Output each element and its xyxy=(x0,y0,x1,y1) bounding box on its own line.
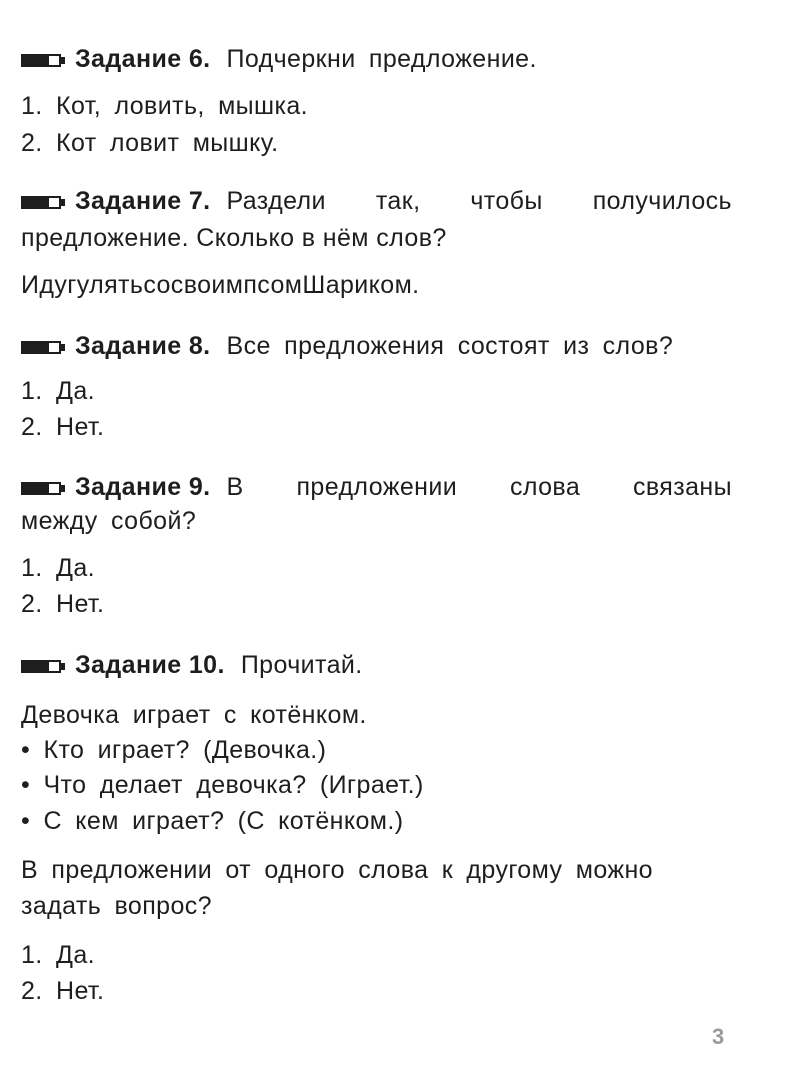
task-7-sentence: ИдугулятьсосвоимпсомШариком. xyxy=(21,271,420,299)
task-6-text: Подчеркни предложение. xyxy=(226,45,537,73)
word: В xyxy=(226,473,244,501)
task-10-sentence: Девочка играет с котёнком. xyxy=(21,701,367,729)
battery-marker-icon xyxy=(21,660,65,673)
word: предложении xyxy=(296,473,458,501)
task-8-heading xyxy=(21,329,732,363)
task-6-option-1: 1. Кот, ловить, мышка. xyxy=(21,92,309,120)
task-7-heading xyxy=(21,184,732,218)
task-10-text: Прочитай. xyxy=(240,651,363,679)
task-6-heading xyxy=(21,42,732,76)
task-10-label: Задание 10. xyxy=(75,651,225,679)
task-10-question-line2: задать вопрос? xyxy=(21,892,212,920)
task-6-label: Задание 6. xyxy=(75,45,211,73)
word: получилось xyxy=(592,187,732,215)
task-10-bullet-3: • С кем играет? (С котёнком.) xyxy=(21,807,404,835)
task-8-label: Задание 8. xyxy=(75,332,211,360)
task-10-question-line1: В предложении от одного слова к другому можно xyxy=(21,856,653,884)
task-8-option-1: 1. Да. xyxy=(21,377,95,405)
task-10-option-2: 2. Нет. xyxy=(21,977,105,1005)
word: Раздели xyxy=(226,187,326,215)
task-10-bullet-1: • Кто играет? (Девочка.) xyxy=(21,736,327,764)
word: связаны xyxy=(633,473,732,501)
task-9-text-line1 xyxy=(227,470,732,504)
word: чтобы xyxy=(470,187,543,215)
task-9-label: Задание 9. xyxy=(75,473,211,501)
battery-marker-icon xyxy=(21,196,65,209)
task-9-option-1: 1. Да. xyxy=(21,554,95,582)
word: так, xyxy=(375,187,421,215)
battery-marker-icon xyxy=(21,54,65,67)
page-number: 3 xyxy=(712,1024,725,1049)
task-9-option-2: 2. Нет. xyxy=(21,590,105,618)
task-9-text-line2: между собой? xyxy=(21,507,197,535)
task-10-bullet-2: • Что делает девочка? (Играет.) xyxy=(21,771,424,799)
task-7-text-line1 xyxy=(227,184,732,218)
battery-marker-icon xyxy=(21,482,65,495)
task-7-text-line2: предложение. Сколько в нём слов? xyxy=(21,224,447,252)
task-9-heading xyxy=(21,470,732,504)
task-6-option-2: 2. Кот ловит мышку. xyxy=(21,129,279,157)
battery-marker-icon xyxy=(21,341,65,354)
task-10-heading xyxy=(21,648,732,682)
task-7-label: Задание 7. xyxy=(75,187,211,215)
task-8-option-2: 2. Нет. xyxy=(21,413,105,441)
task-8-text: Все предложения состоят из слов? xyxy=(226,332,674,360)
task-10-option-1: 1. Да. xyxy=(21,941,95,969)
word: слова xyxy=(509,473,581,501)
